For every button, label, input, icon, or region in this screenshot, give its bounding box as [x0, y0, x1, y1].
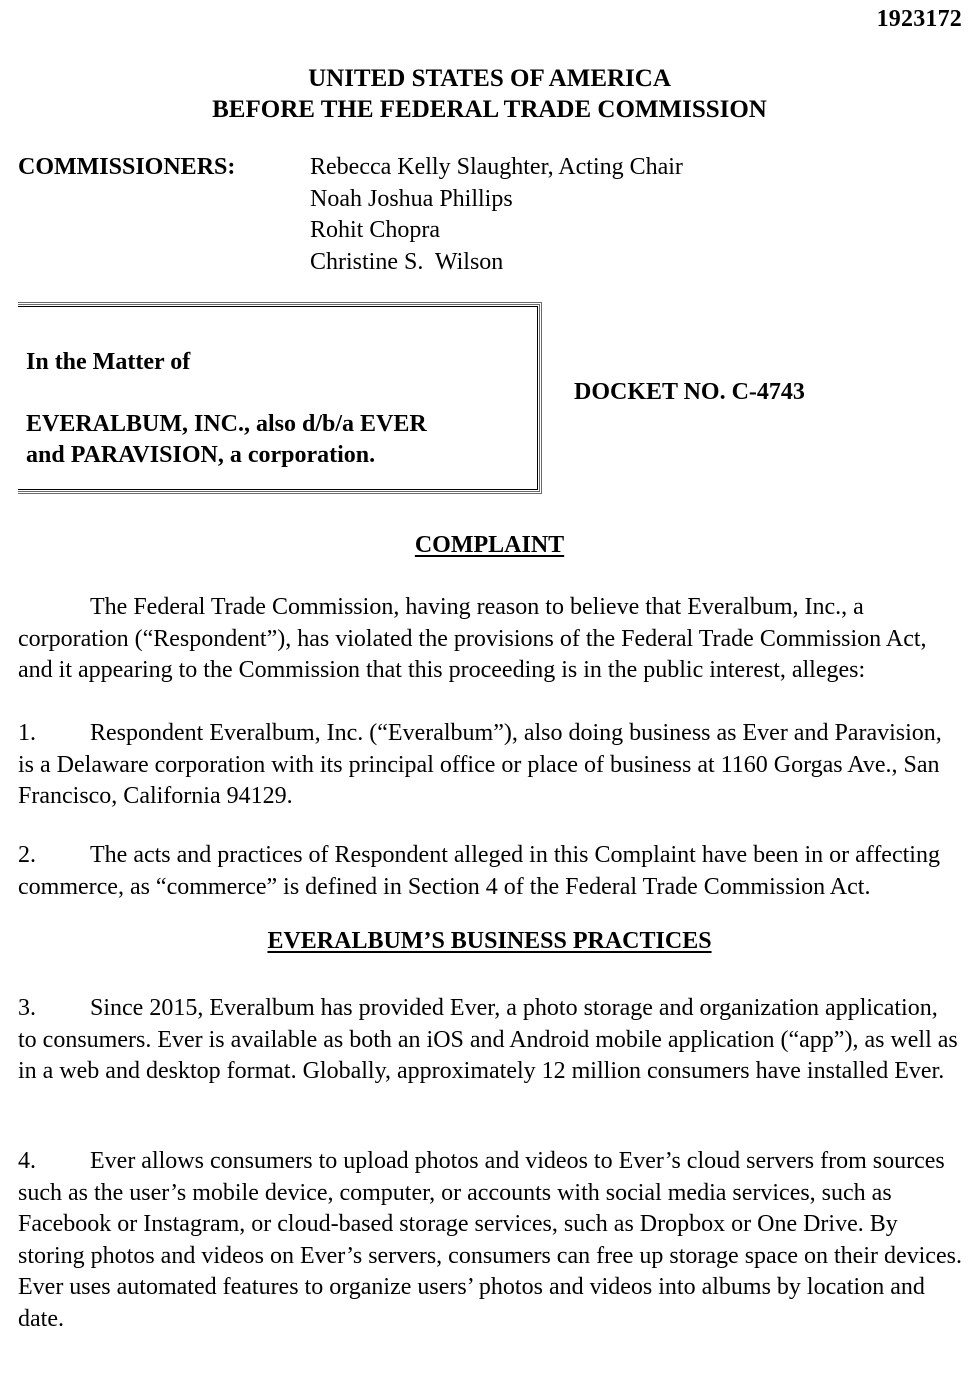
in-the-matter-of-label: In the Matter of [26, 349, 191, 375]
paragraph-intro: The Federal Trade Commission, having reason to believe that Everalbum, Inc., a corporation (“Respondent”), has violated the provisions of the Federal Trade Commission Act, and it appearing to the Commission that this proceeding is in the public interest, alleges: [18, 594, 927, 683]
file-number: 1923172 [876, 6, 962, 32]
commissioners-list [310, 152, 683, 278]
paragraph-2-number: 2. [18, 842, 36, 868]
caption-area [18, 302, 962, 498]
title-line-1: UNITED STATES OF AMERICA [308, 65, 671, 92]
paragraph-3 [18, 993, 962, 1088]
title-line-2: BEFORE THE FEDERAL TRADE COMMISSION [212, 96, 767, 123]
commissioner-name: Christine S. Wilson [310, 248, 504, 275]
docket-number: DOCKET NO. C-4743 [574, 379, 805, 405]
commissioners-label: COMMISSIONERS: [18, 154, 236, 180]
commissioner-name: Rohit Chopra [310, 217, 440, 243]
commissioners-block [18, 152, 961, 278]
heading-business-practices: EVERALBUM’S BUSINESS PRACTICES [267, 928, 712, 954]
paragraph-1-number: 1. [18, 720, 36, 746]
paragraph-4-text: Ever allows consumers to upload photos and videos to Ever’s cloud servers from sources such as the user’s mobile device, computer, or accounts with social media services, such as Facebook or Instagram, or cloud-based storage services, such as Dropbox or One Drive. By storing photos and videos on Ever’s servers, consumers can free up storage space on their devices. Ever uses automated features to organize users’ photos and videos into albums by location and date. [18, 1148, 962, 1332]
paragraph-4 [18, 1146, 962, 1335]
respondent-name-line-1: EVERALBUM, INC., also d/b/a EVER [26, 411, 427, 437]
document-title [0, 63, 979, 125]
paragraph-1-text: Respondent Everalbum, Inc. (“Everalbum”), also doing business as Ever and Paravision, is a Delaware corporation with its principal office or place of business at 1160 Gorgas Ave., San Francisco, California 94129. [18, 720, 942, 809]
commissioner-name: Rebecca Kelly Slaughter, Acting Chair [310, 154, 683, 180]
paragraph-4-number: 4. [18, 1148, 36, 1174]
respondent-name-line-2: and PARAVISION, a corporation. [26, 442, 376, 468]
paragraph-3-number: 3. [18, 995, 36, 1021]
paragraph-2 [18, 840, 962, 903]
caption-box [18, 302, 542, 494]
paragraph-2-text: The acts and practices of Respondent alleged in this Complaint have been in or affecting commerce, as “commerce” is defined in Section 4 of the Federal Trade Commission Act. [18, 842, 940, 900]
heading-complaint: COMPLAINT [414, 532, 565, 558]
paragraph-1 [18, 718, 962, 813]
commissioner-name: Noah Joshua Phillips [310, 185, 513, 212]
paragraph-3-text: Since 2015, Everalbum has provided Ever, a photo storage and organization application, to consumers. Ever is available as both an iOS and Android mobile application (“app”), as well as in a web and desktop format. Globally, approximately 12 million consumers have installed Ever. [18, 995, 958, 1084]
caption-text [26, 347, 427, 471]
